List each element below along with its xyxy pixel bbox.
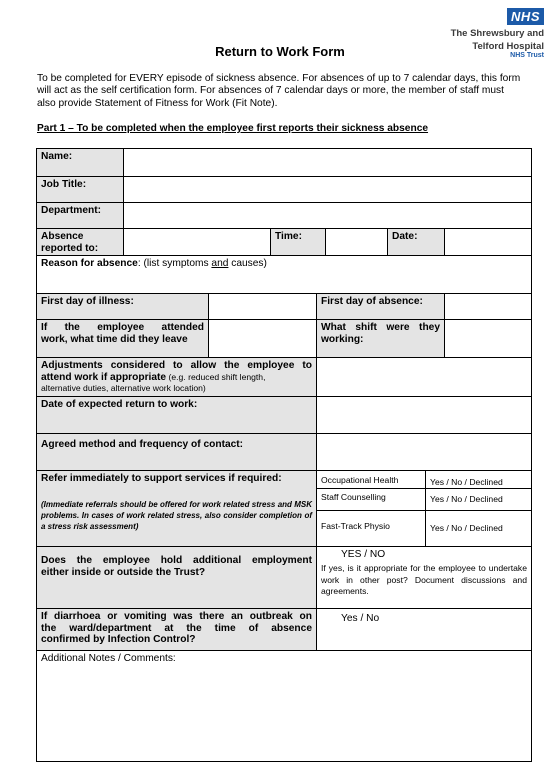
reason-hint-2: causes) — [228, 258, 267, 269]
adjustments-field[interactable] — [316, 358, 531, 396]
trust-name-line1: The Shrewsbury and — [450, 28, 544, 39]
attended-row — [37, 319, 531, 357]
absence-reported-row — [37, 228, 531, 255]
attended-label-line1: If the employee attended — [41, 322, 204, 333]
date-label: Date: — [387, 229, 444, 255]
adjustments-row — [37, 357, 531, 396]
expected-return-row — [37, 396, 531, 433]
refer-label: Refer immediately to support services if required: — [41, 473, 282, 484]
first-day-absence-field[interactable] — [444, 294, 531, 319]
services-cell — [316, 471, 531, 546]
trust-name-line3: NHS Trust — [510, 52, 544, 59]
shift-label-line1: What shift were they — [321, 322, 440, 333]
additional-employment-field[interactable] — [316, 547, 531, 608]
reason-field[interactable] — [37, 256, 531, 293]
shift-label — [316, 320, 444, 357]
outbreak-field[interactable] — [316, 609, 531, 650]
absence-reported-field[interactable] — [123, 229, 270, 255]
adjustments-hint-line3: alternative duties, alternative work location) — [41, 383, 206, 393]
notes-row — [37, 650, 531, 761]
nhs-badge: NHS — [507, 8, 544, 25]
adjustments-hint-line2: (e.g. reduced shift length, — [166, 371, 266, 382]
outbreak-label — [37, 609, 316, 650]
service-options[interactable]: Yes / No / Declined — [430, 477, 503, 487]
additional-employment-note: If yes, is it appropriate for the employee to undertake work in other post? Document discussions and agreements. — [321, 563, 527, 596]
time-label: Time: — [270, 229, 325, 255]
additional-employment-row — [37, 546, 531, 608]
adjustments-label — [37, 358, 316, 396]
refer-note: (Immediate referrals should be offered for work related stress and MSK problems. In cases of work related stress, also consider completion of a stress risk assessment) — [41, 500, 312, 531]
contact-row — [37, 433, 531, 470]
attended-field[interactable] — [208, 320, 316, 357]
form-title: Return to Work Form — [215, 44, 345, 59]
absence-reported-label-line2: reported to: — [41, 242, 99, 254]
name-row — [37, 149, 531, 176]
service-row — [317, 489, 531, 511]
job-title-label: Job Title: — [37, 177, 123, 202]
trust-name-line2: Telford Hospital — [472, 41, 544, 52]
outbreak-label-line2: the ward/department at the time of absence — [41, 622, 312, 634]
refer-row — [37, 470, 531, 546]
outbreak-row — [37, 608, 531, 650]
attended-label-line2: work, what time did they leave — [41, 334, 188, 345]
service-options[interactable]: Yes / No / Declined — [430, 523, 503, 533]
adjustments-label-line2: attend work if appropriate — [41, 371, 167, 383]
part1-heading: Part 1 – To be completed when the employee first reports their sickness absence — [37, 123, 429, 134]
additional-employment-label — [37, 547, 316, 608]
first-day-absence-label: First day of absence: — [316, 294, 444, 319]
service-name: Fast-Track Physio — [321, 521, 390, 531]
reason-label: Reason for absence — [41, 258, 138, 269]
notes-field[interactable] — [37, 651, 531, 761]
shift-label-line2: working: — [321, 334, 364, 345]
return-to-work-form — [36, 148, 532, 762]
reason-hint-1: : (list symptoms — [137, 258, 212, 269]
job-title-row — [37, 176, 531, 202]
adjustments-label-line1: Adjustments considered to allow the employee to — [41, 360, 312, 371]
shift-field[interactable] — [444, 320, 531, 357]
department-field[interactable] — [123, 203, 531, 228]
intro-text: To be completed for EVERY episode of sickness absence. For absences of up to 7 calendar days, this form will act as the self certification form. For absences of 7 calendar days or more, the member of staff must also provide Statement of Fitness for Work (Fit Note). — [37, 73, 521, 109]
service-name: Occupational Health — [321, 475, 399, 485]
notes-label: Additional Notes / Comments: — [41, 653, 176, 664]
service-name: Staff Counselling — [321, 492, 386, 502]
job-title-field[interactable] — [123, 177, 531, 202]
additional-employment-yes-no[interactable]: YES / NO — [341, 549, 386, 560]
service-row — [317, 471, 531, 489]
department-row — [37, 202, 531, 228]
reason-row — [37, 255, 531, 293]
outbreak-yes-no[interactable]: Yes / No — [341, 613, 380, 624]
contact-method-field[interactable] — [316, 434, 531, 470]
department-label: Department: — [37, 203, 123, 228]
name-label: Name: — [37, 149, 123, 176]
first-day-illness-field[interactable] — [208, 294, 316, 319]
date-field[interactable] — [444, 229, 531, 255]
time-field[interactable] — [325, 229, 387, 255]
first-day-illness-label: First day of illness: — [37, 294, 208, 319]
outbreak-label-line1: If diarrhoea or vomiting was there an outbreak on — [41, 611, 312, 622]
first-day-row — [37, 293, 531, 319]
expected-return-field[interactable] — [316, 397, 531, 433]
additional-employment-line1: Does the employee hold additional employment — [41, 555, 312, 566]
absence-reported-label-line1: Absence — [41, 231, 84, 242]
contact-method-label: Agreed method and frequency of contact: — [37, 434, 316, 470]
service-row — [317, 511, 531, 546]
reason-hint-and: and — [211, 258, 229, 269]
refer-label-cell — [37, 471, 316, 546]
expected-return-label: Date of expected return to work: — [37, 397, 316, 433]
name-field[interactable] — [123, 149, 531, 176]
attended-label — [37, 320, 208, 357]
additional-employment-line2: either inside or outside the Trust? — [41, 567, 206, 578]
absence-reported-label — [37, 229, 123, 255]
service-options[interactable]: Yes / No / Declined — [430, 494, 503, 504]
outbreak-label-line3: confirmed by Infection Control? — [41, 634, 196, 645]
